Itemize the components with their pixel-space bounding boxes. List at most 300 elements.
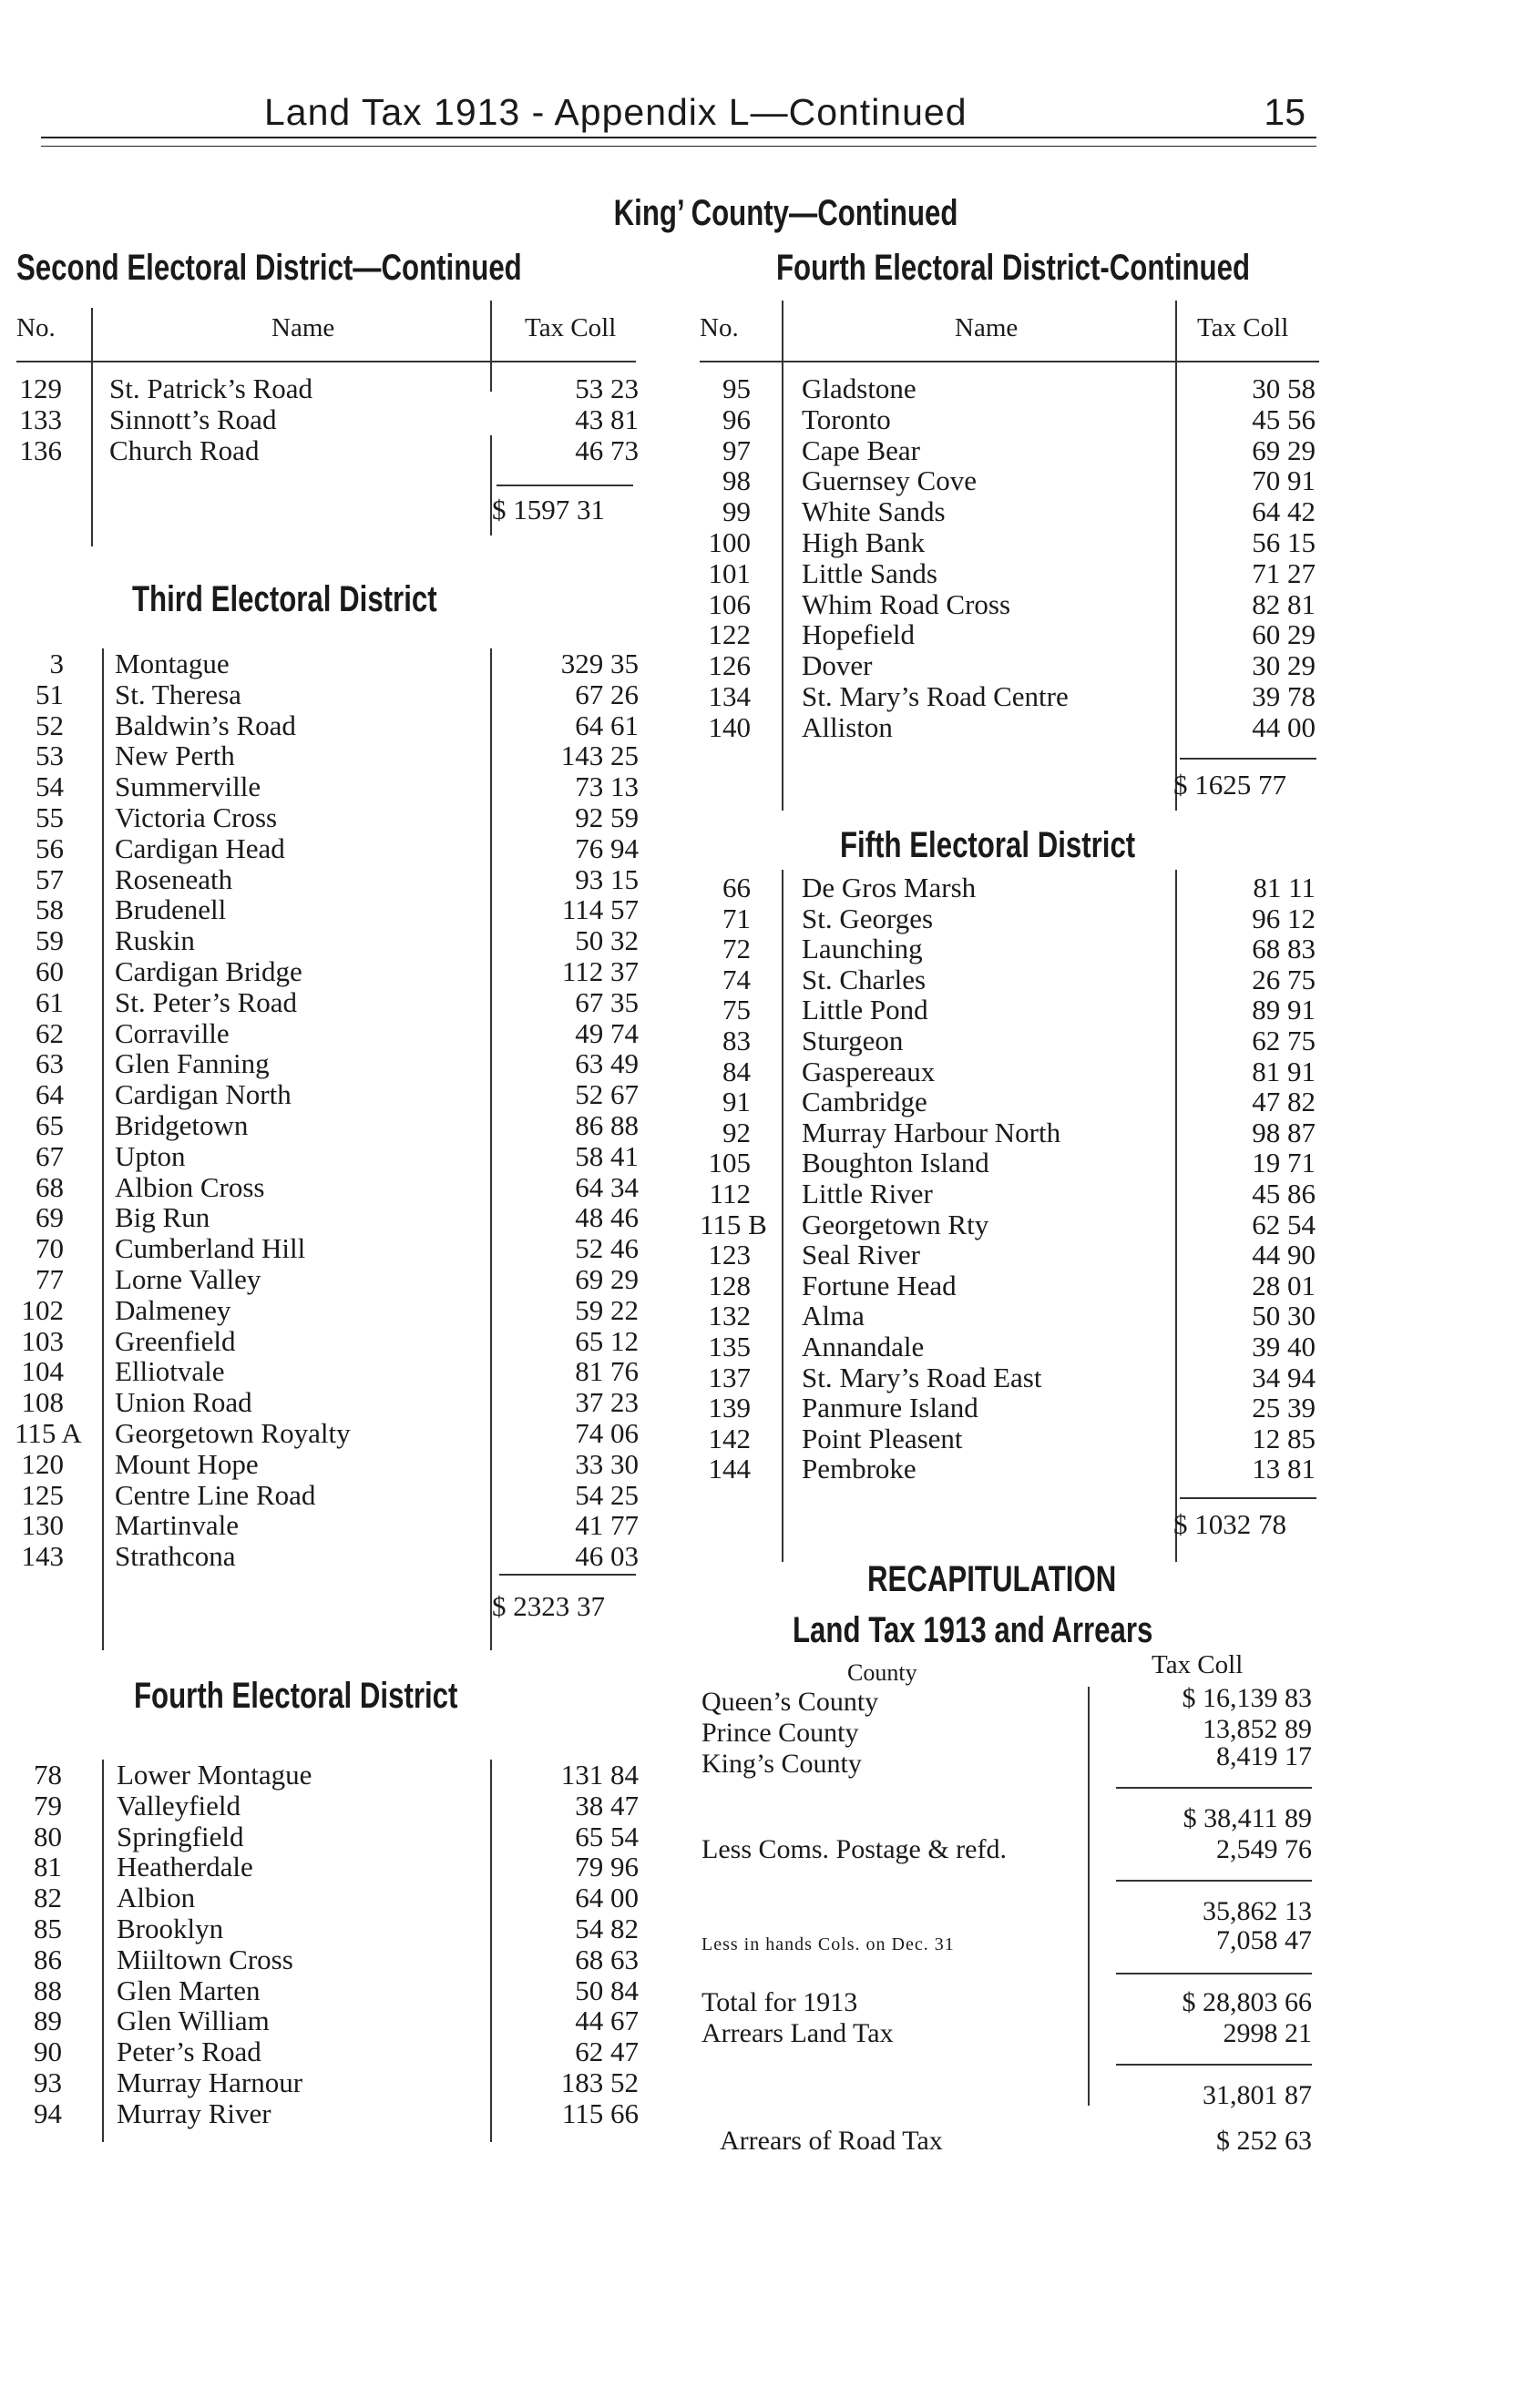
recap-queens-value: $ 16,139 83 bbox=[1182, 1683, 1312, 1713]
row-tax: 68 83 bbox=[1252, 933, 1316, 965]
row-tax: 143 25 bbox=[560, 740, 639, 772]
row-name: White Sands bbox=[802, 495, 946, 528]
table-row bbox=[15, 1387, 643, 1418]
row-number: 70 bbox=[36, 1232, 64, 1265]
row-number: 106 bbox=[708, 587, 751, 620]
row-name: Georgetown Royalty bbox=[115, 1417, 351, 1449]
row-tax: 89 91 bbox=[1252, 994, 1316, 1026]
row-number: 64 bbox=[36, 1078, 64, 1111]
row-tax: 65 54 bbox=[575, 1820, 639, 1852]
second-district-total: $ 1597 31 bbox=[492, 494, 605, 525]
row-name: Alma bbox=[802, 1300, 865, 1332]
row-number: 92 bbox=[722, 1116, 751, 1148]
row-number: 88 bbox=[34, 1974, 62, 2006]
row-name: Point Pleasent bbox=[802, 1422, 963, 1454]
table-row bbox=[15, 894, 643, 925]
row-number: 51 bbox=[36, 678, 64, 710]
recap-rule-1 bbox=[1116, 1787, 1312, 1789]
row-number: 115 A bbox=[15, 1417, 82, 1449]
row-number: 99 bbox=[722, 495, 751, 528]
table-row bbox=[15, 833, 643, 864]
row-number: 123 bbox=[708, 1239, 751, 1271]
row-name: St. Peter’s Road bbox=[115, 985, 298, 1018]
table-row bbox=[15, 956, 643, 987]
row-name: Church Road bbox=[109, 434, 260, 466]
row-number: 3 bbox=[49, 648, 64, 679]
table-row bbox=[700, 373, 1319, 404]
row-number: 129 bbox=[19, 372, 62, 404]
table-row bbox=[700, 712, 1319, 743]
row-name: Victoria Cross bbox=[115, 801, 278, 833]
table-row bbox=[700, 681, 1319, 712]
row-name: Gladstone bbox=[802, 372, 916, 404]
row-tax: 30 29 bbox=[1252, 649, 1316, 682]
row-tax: 50 30 bbox=[1252, 1300, 1316, 1332]
left-col-name-label: Name bbox=[271, 313, 335, 342]
page-number: 15 bbox=[1264, 91, 1306, 133]
row-number: 132 bbox=[708, 1300, 751, 1332]
row-name: Dover bbox=[802, 649, 873, 682]
row-tax: 71 27 bbox=[1252, 556, 1316, 589]
row-name: Murray Harnour bbox=[117, 2066, 303, 2098]
fifth-district-title: Fifth Electoral District bbox=[840, 825, 1136, 865]
row-tax: 81 11 bbox=[1253, 872, 1316, 903]
row-number: 72 bbox=[722, 933, 751, 965]
recap-sum-3: 31,801 87 bbox=[1203, 2080, 1312, 2110]
row-name: Gaspereaux bbox=[802, 1055, 936, 1087]
right-col-no-label: No. bbox=[700, 313, 739, 342]
table-row bbox=[700, 619, 1319, 650]
table-row bbox=[700, 527, 1319, 558]
row-tax: 26 75 bbox=[1252, 963, 1316, 995]
table-row bbox=[15, 1480, 643, 1511]
row-name: Upton bbox=[115, 1139, 186, 1172]
table-row bbox=[700, 1332, 1319, 1362]
row-tax: 81 76 bbox=[575, 1355, 639, 1388]
right-col-name-label: Name bbox=[955, 313, 1019, 342]
table-row bbox=[15, 925, 643, 956]
row-number: 91 bbox=[722, 1086, 751, 1118]
row-name: Roseneath bbox=[115, 862, 233, 895]
row-tax: 56 15 bbox=[1252, 526, 1316, 558]
row-name: Lorne Valley bbox=[115, 1263, 261, 1295]
recap-less-hands-value: 7,058 47 bbox=[1216, 1925, 1312, 1955]
row-name: Springfield bbox=[117, 1820, 244, 1852]
row-number: 103 bbox=[21, 1324, 64, 1357]
row-name: Montague bbox=[115, 648, 230, 679]
row-number: 59 bbox=[36, 924, 64, 957]
row-tax: 47 82 bbox=[1252, 1086, 1316, 1118]
recap-sum-1: $ 38,411 89 bbox=[1183, 1803, 1312, 1833]
table-row bbox=[700, 1393, 1319, 1423]
row-name: Little River bbox=[802, 1178, 933, 1209]
row-name: Murray River bbox=[117, 2097, 271, 2129]
row-number: 128 bbox=[708, 1269, 751, 1301]
table-row bbox=[700, 903, 1319, 934]
row-name: Guernsey Cove bbox=[802, 464, 977, 497]
row-name: Boughton Island bbox=[802, 1147, 989, 1179]
row-name: Alliston bbox=[802, 710, 893, 743]
row-number: 84 bbox=[722, 1055, 751, 1087]
row-tax: 41 77 bbox=[575, 1509, 639, 1542]
table-row bbox=[700, 995, 1319, 1025]
row-name: Brooklyn bbox=[117, 1913, 224, 1944]
row-name: Ruskin bbox=[115, 924, 195, 957]
row-number: 97 bbox=[722, 434, 751, 466]
row-name: Bridgetown bbox=[115, 1109, 249, 1141]
table-row bbox=[15, 648, 643, 679]
row-tax: 52 46 bbox=[575, 1232, 639, 1265]
recap-sum-2: 35,862 13 bbox=[1203, 1896, 1312, 1926]
row-name: Cape Bear bbox=[802, 434, 920, 466]
row-number: 68 bbox=[36, 1170, 64, 1203]
table-row bbox=[700, 1148, 1319, 1178]
third-total-rule bbox=[499, 1574, 636, 1576]
recap-divider bbox=[1088, 1687, 1090, 2106]
row-name: Baldwin’s Road bbox=[115, 709, 296, 741]
table-row bbox=[700, 1454, 1319, 1485]
row-number: 74 bbox=[722, 963, 751, 995]
recap-kings-value: 8,419 17 bbox=[1216, 1741, 1312, 1771]
table-row bbox=[15, 1449, 643, 1480]
row-number: 94 bbox=[34, 2097, 62, 2129]
table-row bbox=[15, 1141, 643, 1172]
row-number: 100 bbox=[708, 526, 751, 558]
row-number: 77 bbox=[36, 1263, 64, 1295]
table-row bbox=[700, 1117, 1319, 1148]
row-tax: 62 75 bbox=[1252, 1025, 1316, 1056]
row-tax: 46 73 bbox=[575, 434, 639, 466]
table-row bbox=[700, 1270, 1319, 1301]
table-row bbox=[15, 1356, 643, 1387]
row-tax: 48 46 bbox=[575, 1201, 639, 1234]
row-name: Murray Harbour North bbox=[802, 1116, 1061, 1148]
recap-tax-label: Tax Coll bbox=[1152, 1650, 1244, 1679]
row-number: 82 bbox=[34, 1882, 62, 1914]
row-name: Greenfield bbox=[115, 1324, 236, 1357]
table-row bbox=[15, 802, 643, 833]
row-name: Launching bbox=[802, 933, 923, 965]
table-row bbox=[15, 1295, 643, 1326]
row-tax: 92 59 bbox=[575, 801, 639, 833]
row-number: 52 bbox=[36, 709, 64, 741]
row-tax: 93 15 bbox=[575, 862, 639, 895]
fifth-district-total: $ 1032 78 bbox=[1173, 1508, 1286, 1540]
row-name: De Gros Marsh bbox=[802, 872, 977, 903]
row-tax: 45 56 bbox=[1252, 403, 1316, 435]
row-tax: 25 39 bbox=[1252, 1392, 1316, 1424]
recap-title: RECAPITULATION bbox=[867, 1559, 1117, 1599]
row-tax: 114 57 bbox=[561, 893, 639, 926]
table-row bbox=[15, 987, 643, 1018]
table-row bbox=[15, 1913, 643, 1944]
table-row bbox=[15, 679, 643, 710]
row-number: 60 bbox=[36, 955, 64, 987]
table-row bbox=[15, 1510, 643, 1541]
fourth-continued-title: Fourth Electoral District-Continued bbox=[776, 248, 1251, 288]
row-name: Mount Hope bbox=[115, 1447, 259, 1480]
row-name: Georgetown Rty bbox=[802, 1208, 989, 1240]
row-name: Sinnott’s Road bbox=[109, 403, 277, 435]
left-col-tax-label: Tax Coll bbox=[525, 313, 617, 342]
row-name: Glen William bbox=[117, 2005, 270, 2037]
row-tax: 13 81 bbox=[1252, 1453, 1316, 1485]
row-tax: 50 32 bbox=[575, 924, 639, 957]
row-number: 71 bbox=[722, 902, 751, 934]
row-number: 90 bbox=[34, 2036, 62, 2068]
fifth-total-rule bbox=[1180, 1497, 1316, 1499]
row-number: 102 bbox=[21, 1293, 64, 1326]
row-name: St. Patrick’s Road bbox=[109, 372, 313, 404]
row-number: 79 bbox=[34, 1789, 62, 1821]
table-row bbox=[15, 771, 643, 802]
row-tax: 60 29 bbox=[1252, 618, 1316, 651]
row-tax: 112 37 bbox=[561, 955, 639, 987]
row-tax: 33 30 bbox=[575, 1447, 639, 1480]
row-tax: 64 42 bbox=[1252, 495, 1316, 528]
row-tax: 30 58 bbox=[1252, 372, 1316, 404]
table-row bbox=[15, 740, 643, 771]
second-district-title: Second Electoral District—Continued bbox=[16, 248, 522, 288]
row-name: Summerville bbox=[115, 770, 261, 803]
row-tax: 58 41 bbox=[575, 1139, 639, 1172]
row-number: 69 bbox=[36, 1201, 64, 1234]
table-row bbox=[15, 1760, 643, 1791]
recap-kings-label: King’s County bbox=[701, 1749, 862, 1779]
fourth-continued-total: $ 1625 77 bbox=[1173, 769, 1286, 801]
row-tax: 74 06 bbox=[575, 1417, 639, 1449]
row-tax: 64 00 bbox=[575, 1882, 639, 1914]
table-row bbox=[15, 373, 643, 404]
row-number: 58 bbox=[36, 893, 64, 926]
row-number: 142 bbox=[708, 1422, 751, 1454]
row-number: 80 bbox=[34, 1820, 62, 1852]
row-tax: 53 23 bbox=[575, 372, 639, 404]
row-number: 93 bbox=[34, 2066, 62, 2098]
row-tax: 59 22 bbox=[575, 1293, 639, 1326]
row-tax: 44 67 bbox=[575, 2005, 639, 2037]
table-row bbox=[15, 1541, 643, 1572]
table-row bbox=[15, 1018, 643, 1049]
row-number: 108 bbox=[21, 1386, 64, 1419]
row-tax: 67 26 bbox=[575, 678, 639, 710]
row-tax: 86 88 bbox=[575, 1109, 639, 1141]
row-number: 96 bbox=[722, 403, 751, 435]
row-number: 78 bbox=[34, 1759, 62, 1791]
row-number: 143 bbox=[21, 1540, 64, 1573]
row-tax: 38 47 bbox=[575, 1789, 639, 1821]
row-number: 56 bbox=[36, 832, 64, 864]
row-number: 86 bbox=[34, 1943, 62, 1975]
table-row bbox=[15, 1202, 643, 1233]
table-row bbox=[700, 558, 1319, 589]
recap-arrears-land-label: Arrears Land Tax bbox=[701, 2018, 894, 2048]
county-title: King’ County—Continued bbox=[613, 193, 958, 233]
row-name: Cardigan Head bbox=[115, 832, 285, 864]
table-row bbox=[15, 2005, 643, 2036]
row-name: Pembroke bbox=[802, 1453, 916, 1485]
row-number: 137 bbox=[708, 1361, 751, 1393]
row-number: 63 bbox=[36, 1047, 64, 1080]
row-number: 89 bbox=[34, 2005, 62, 2037]
recap-arrears-land-value: 2998 21 bbox=[1223, 2018, 1312, 2048]
row-number: 115 B bbox=[700, 1208, 767, 1240]
table-row bbox=[15, 2098, 643, 2129]
right-head-rule bbox=[700, 361, 1319, 362]
row-name: St. Mary’s Road Centre bbox=[802, 680, 1069, 712]
row-name: Valleyfield bbox=[117, 1789, 241, 1821]
row-number: 112 bbox=[709, 1178, 751, 1209]
row-name: Cardigan North bbox=[115, 1078, 292, 1111]
second-total-rule bbox=[497, 485, 633, 486]
row-tax: 62 54 bbox=[1252, 1208, 1316, 1240]
recap-less-coms-label: Less Coms. Postage & refd. bbox=[701, 1834, 1007, 1864]
table-row bbox=[15, 864, 643, 895]
row-number: 126 bbox=[708, 649, 751, 682]
row-name: High Bank bbox=[802, 526, 926, 558]
row-tax: 63 49 bbox=[575, 1047, 639, 1080]
table-row bbox=[15, 1852, 643, 1883]
row-tax: 54 25 bbox=[575, 1478, 639, 1511]
table-row bbox=[15, 1821, 643, 1852]
table-row bbox=[700, 964, 1319, 995]
table-row bbox=[700, 1301, 1319, 1332]
row-name: Hopefield bbox=[802, 618, 915, 651]
row-tax: 96 12 bbox=[1252, 902, 1316, 934]
row-name: St. Theresa bbox=[115, 678, 241, 710]
row-tax: 64 61 bbox=[575, 709, 639, 741]
row-number: 105 bbox=[708, 1147, 751, 1179]
table-row bbox=[15, 1791, 643, 1821]
recap-arrears-road-label: Arrears of Road Tax bbox=[720, 2126, 943, 2156]
row-name: Big Run bbox=[115, 1201, 210, 1234]
right-col-tax-label: Tax Coll bbox=[1197, 313, 1289, 342]
page-header bbox=[41, 91, 1316, 153]
row-tax: 69 29 bbox=[575, 1263, 639, 1295]
row-tax: 76 94 bbox=[575, 832, 639, 864]
table-row bbox=[15, 1418, 643, 1449]
row-number: 75 bbox=[722, 994, 751, 1026]
row-number: 85 bbox=[34, 1913, 62, 1944]
recap-prince-label: Prince County bbox=[701, 1718, 859, 1748]
recap-rule-2 bbox=[1116, 1880, 1312, 1882]
table-row bbox=[700, 872, 1319, 903]
row-number: 133 bbox=[19, 403, 62, 435]
row-name: Brudenell bbox=[115, 893, 227, 926]
row-tax: 329 35 bbox=[560, 648, 639, 679]
fourth-right-total-rule bbox=[1180, 758, 1316, 760]
third-district-title: Third Electoral District bbox=[132, 579, 437, 619]
row-number: 144 bbox=[708, 1453, 751, 1485]
row-name: New Perth bbox=[115, 740, 235, 772]
header-rule-thin bbox=[41, 146, 1316, 147]
row-name: Glen Marten bbox=[117, 1974, 261, 2006]
row-name: Sturgeon bbox=[802, 1025, 904, 1056]
row-tax: 44 00 bbox=[1252, 710, 1316, 743]
row-tax: 69 29 bbox=[1252, 434, 1316, 466]
recap-less-coms-value: 2,549 76 bbox=[1216, 1834, 1312, 1864]
row-number: 53 bbox=[36, 740, 64, 772]
row-name: Cardigan Bridge bbox=[115, 955, 302, 987]
row-name: Heatherdale bbox=[117, 1851, 253, 1883]
row-name: Fortune Head bbox=[802, 1269, 957, 1301]
table-row bbox=[700, 1240, 1319, 1270]
table-row bbox=[700, 934, 1319, 964]
row-number: 122 bbox=[708, 618, 751, 651]
row-tax: 70 91 bbox=[1252, 464, 1316, 497]
fourth-district-title: Fourth Electoral District bbox=[134, 1676, 458, 1716]
row-number: 134 bbox=[708, 680, 751, 712]
table-row bbox=[700, 404, 1319, 435]
recap-prince-value: 13,852 89 bbox=[1203, 1714, 1312, 1744]
row-number: 83 bbox=[722, 1025, 751, 1056]
row-tax: 81 91 bbox=[1252, 1055, 1316, 1087]
row-tax: 39 78 bbox=[1252, 680, 1316, 712]
row-tax: 62 47 bbox=[575, 2036, 639, 2068]
row-name: Seal River bbox=[802, 1239, 920, 1271]
row-name: St. Georges bbox=[802, 902, 934, 934]
row-number: 135 bbox=[708, 1331, 751, 1362]
row-tax: 54 82 bbox=[575, 1913, 639, 1944]
row-name: Toronto bbox=[802, 403, 891, 435]
row-name: St. Mary’s Road East bbox=[802, 1361, 1042, 1393]
row-tax: 50 84 bbox=[575, 1974, 639, 2006]
table-row bbox=[15, 1110, 643, 1141]
page-header-title: Land Tax 1913 - Appendix L—Continued bbox=[264, 91, 968, 133]
left-col-no-label: No. bbox=[16, 313, 56, 342]
row-tax: 82 81 bbox=[1252, 587, 1316, 620]
row-tax: 43 81 bbox=[575, 403, 639, 435]
row-tax: 39 40 bbox=[1252, 1331, 1316, 1362]
table-row bbox=[15, 1883, 643, 1913]
row-tax: 67 35 bbox=[575, 985, 639, 1018]
recap-total-1913-value: $ 28,803 66 bbox=[1182, 1987, 1312, 2017]
row-number: 120 bbox=[21, 1447, 64, 1480]
row-tax: 131 84 bbox=[560, 1759, 639, 1791]
table-row bbox=[700, 1178, 1319, 1209]
row-number: 61 bbox=[36, 985, 64, 1018]
table-row bbox=[15, 1264, 643, 1295]
table-row bbox=[15, 1233, 643, 1264]
row-number: 55 bbox=[36, 801, 64, 833]
table-row bbox=[15, 404, 643, 435]
row-tax: 45 86 bbox=[1252, 1178, 1316, 1209]
row-tax: 46 03 bbox=[575, 1540, 639, 1573]
row-name: Albion bbox=[117, 1882, 196, 1914]
row-name: Whim Road Cross bbox=[802, 587, 1011, 620]
row-tax: 64 34 bbox=[575, 1170, 639, 1203]
row-number: 139 bbox=[708, 1392, 751, 1424]
recap-subtitle: Land Tax 1913 and Arrears bbox=[793, 1610, 1153, 1650]
row-tax: 12 85 bbox=[1252, 1422, 1316, 1454]
row-tax: 19 71 bbox=[1252, 1147, 1316, 1179]
table-row bbox=[15, 710, 643, 741]
row-tax: 34 94 bbox=[1252, 1361, 1316, 1393]
row-number: 101 bbox=[708, 556, 751, 589]
recap-arrears-road-value: $ 252 63 bbox=[1216, 2126, 1312, 2156]
table-row bbox=[700, 589, 1319, 620]
row-tax: 73 13 bbox=[575, 770, 639, 803]
row-number: 95 bbox=[722, 372, 751, 404]
row-number: 65 bbox=[36, 1109, 64, 1141]
row-number: 81 bbox=[34, 1851, 62, 1883]
row-name: Panmure Island bbox=[802, 1392, 978, 1424]
table-row bbox=[15, 1079, 643, 1110]
table-row bbox=[700, 650, 1319, 681]
table-row bbox=[15, 2067, 643, 2098]
table-row bbox=[700, 1423, 1319, 1454]
row-number: 125 bbox=[21, 1478, 64, 1511]
